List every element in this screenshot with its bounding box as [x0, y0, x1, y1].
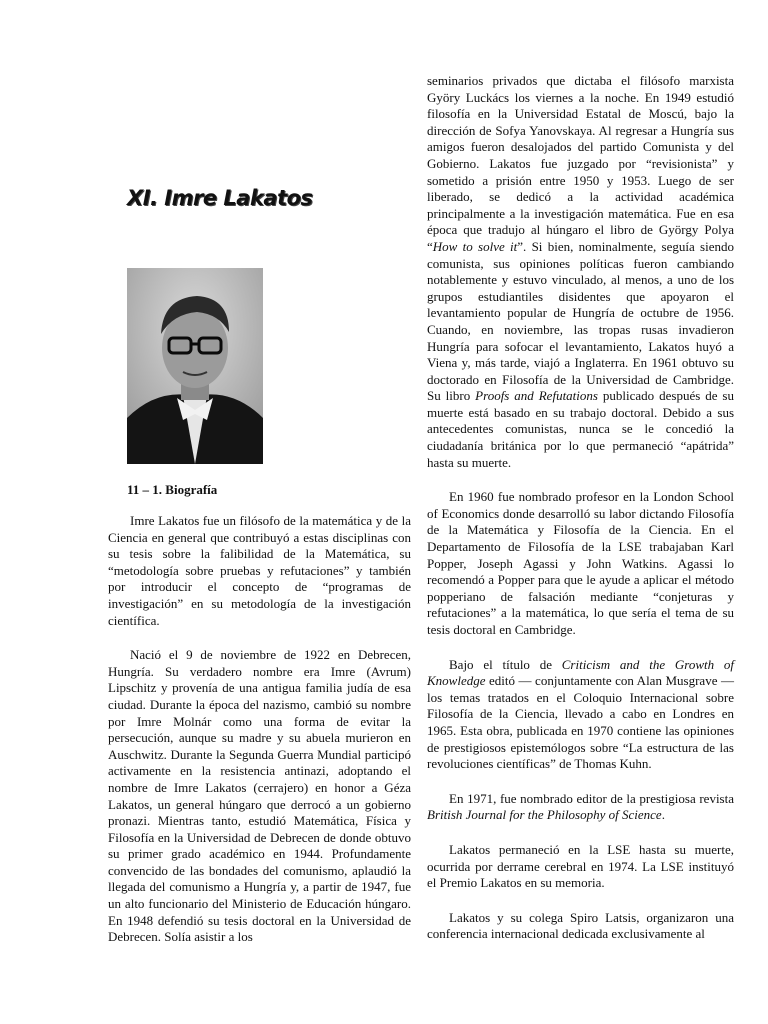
- text-run: publicado después de su muerte está basado en su trabajo doctoral. Debido a sus antecedentes comunistas, nunca se le concedió la ciudadanía británica por lo que permaneció “apátrida” hasta su muerte.: [427, 388, 734, 470]
- paragraph: En 1960 fue nombrado profesor en la London School of Economics donde desarrolló su labor dictando Filosofía de la Matemática y Filosofía de la Ciencia. En el Departamento de Filosofía de la LSE trabajaban Karl Popper, Joseph Agassi y John Watkins. Agassi lo recomendó a Popper para que le ayude a aplicar el método popperiano de falsación mediante “conjeturas y refutaciones” a la matemática, lo que sería el tema de su tesis doctoral en Cambridge.: [427, 489, 734, 637]
- paragraph: [427, 73, 734, 471]
- chapter-title: XI. Imre Lakatos: [127, 186, 313, 210]
- journal-title: British Journal for the Philosophy of Science: [427, 807, 662, 823]
- book-title: Proofs and Refutations: [475, 388, 598, 404]
- text-run: seminarios privados que dictaba el filósofo marxista Györy Luckács los viernes a la noche. En 1949 estudió filosofía en la Universidad Estatal de Moscú, bajo la dirección de Sofya Yanovskaya. Al regresar a Hungría sus amigos fueron desalojados del partido Comunista y del Gobierno. Lakatos fue juzgado por “revisionista” y sometido a prisión entre 1950 y 1953. Luego de ser liberado, se dedicó a la actividad académica principalmente a la investigación matemática. Fue en esa época que tradujo al húngaro el libro de György Polya “: [427, 73, 734, 254]
- text-run: En 1971, fue nombrado editor de la prestigiosa revista: [449, 790, 734, 806]
- paragraph: [427, 791, 734, 824]
- right-column: [427, 73, 734, 961]
- paragraph: Lakatos y su colega Spiro Latsis, organizaron una conferencia internacional dedicada exclusivamente al: [427, 909, 734, 942]
- paragraph: Lakatos permaneció en la LSE hasta su muerte, ocurrida por derrame cerebral en 1974. La LSE instituyó el Premio Lakatos en su memoria.: [427, 841, 734, 891]
- text-run: ”. Si bien, nominalmente, seguía siendo comunista, sus opiniones políticas fueron cambiando notablemente y estuvo vinculado, al menos, a uno de los grupos estudiantiles disidentes que apoyaron el levantamiento popular de Hungría de octubre de 1956. Cuando, en noviembre, las tropas rusas invadieron Hungría para sofocar el levantamiento, Lakatos huyó a Viena y, más tarde, viajó a Inglaterra. En 1961 obtuvo su doctorado en Filosofía de la Universidad de Cambridge. Su libro: [427, 238, 734, 404]
- portrait-photo: [127, 268, 263, 464]
- portrait-icon: [127, 268, 263, 464]
- book-title: How to solve it: [432, 238, 518, 254]
- text-run: editó — conjuntamente con Alan Musgrave — los temas tratados en el Coloquio Internacional sobre Filosofía de la Ciencia, llevado a cabo en Londres en 1965. Esta obra, publicada en 1970 contiene las opiniones de prestigiosos epistemólogos sobre “La estructura de las revoluciones científicas” de Thomas Kuhn.: [427, 673, 734, 772]
- paragraph: Imre Lakatos fue un filósofo de la matemática y de la Ciencia en general que contribuyó a estas disciplinas con su tesis sobre la falibilidad de la Matemática, su “metodología sobre pruebas y refutaciones” y también por introducir el concepto de “programas de investigación” en su metodología de la investigación científica.: [108, 513, 411, 628]
- text-run: .: [661, 807, 665, 823]
- text-run: Bajo el título de: [449, 656, 562, 672]
- section-heading: 11 – 1. Biografía: [127, 482, 218, 497]
- left-column: [108, 513, 411, 964]
- paragraph: [427, 657, 734, 773]
- paragraph: Nació el 9 de noviembre de 1922 en Debrecen, Hungría. Su verdadero nombre era Imre (Avrum) Lipschitz y provenía de una antigua familia judía de esa ciudad. Durante la época del nazismo, cambió su nombre por Imre Molnár como una forma de evitar la persecución, aunque su madre y su abuela murieron en Auschwitz. Durante la Segunda Guerra Mundial participó activamente en la resistencia antinazi, adoptando el nombre de Imre Lakatos (cerrajero) en honor a Géza Lakatos, un general húngaro que derrocó a un gobierno pronazi. Mientras tanto, estudió Matemática, Física y Filosofía en la Universidad de Debrecen de donde obtuvo su primer grado académico en 1944. Profundamente convencido de las bondades del comunismo, aplaudió la llegada del comunismo a Hungría y, a partir de 1947, fue un alto funcionario del Ministerio de Educación húngaro. En 1948 defendió su tesis doctoral en la Universidad de Debrecen. Solía asistir a los: [108, 647, 411, 945]
- book-title: Criticism and the Growth of Knowledge: [427, 656, 735, 689]
